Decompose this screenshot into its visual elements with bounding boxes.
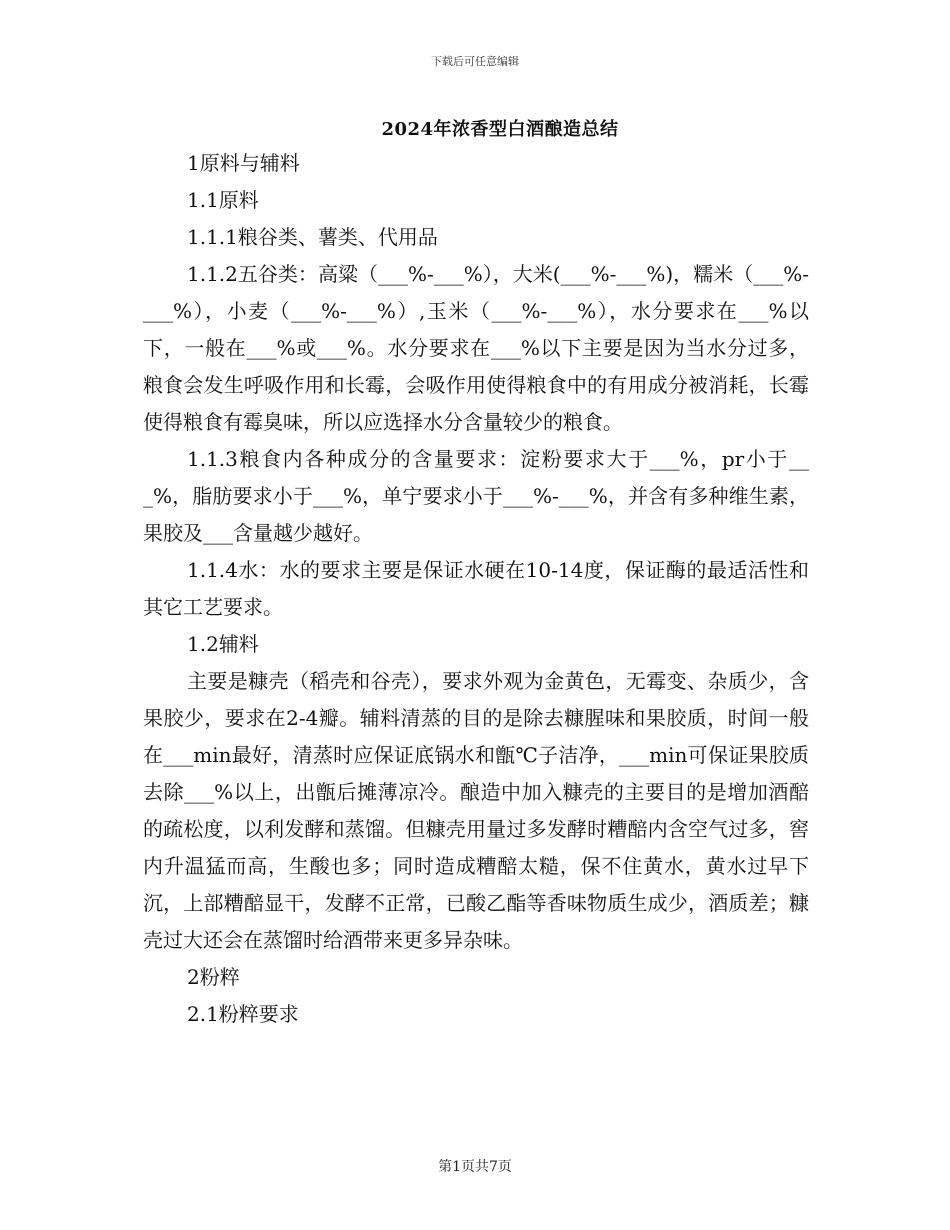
- paragraph-auxiliary-materials: 主要是糠壳（稻壳和谷壳），要求外观为金黄色，无霉变、杂质少，含果胶少，要求在2-4瓣。辅料清蒸的目的是除去糠腥味和果胶质，时间一般在___min最好，清蒸时应保证底锅水和甑℃子洁净，___min可保证果胶质去除___%以上，出甑后摊薄凉冷。酿造中加入糠壳的主要目的是增加酒醅的疏松度，以利发酵和蒸馏。但糠壳用量过多发酵时糟醅内含空气过多，窖内升温猛而高，生酸也多；同时造成糟醅太糙，保不住黄水，黄水过早下沉，上部糟醅显干，发酵不正常，已酸乙酯等香味物质生成少，酒质差；糠壳过大还会在蒸馏时给酒带来更多异杂味。: [143, 669, 809, 952]
- document-title: 2024年浓香型白酒酿造总结: [381, 119, 619, 140]
- paragraph-1-1-3: 1.1.3粮食内各种成分的含量要求：淀粉要求大于___%，pr小于___%，脂肪要求小于___%，单宁要求小于___%-___%，并含有多种维生素，果胶及___含量越少越好。: [143, 447, 809, 545]
- document-body: [143, 145, 809, 1033]
- heading-section-1-2: 1.2辅料: [187, 632, 259, 656]
- heading-section-2: 2粉粹: [187, 965, 240, 989]
- paragraph-1-1-2: 1.1.2五谷类：高粱（___%-___%），大米(___%-___%)，糯米（___%-___%），小麦（___%-___%）,玉米（___%-___%），水分要求在___%以下，一般在___%或___%。水分要求在___%以下主要是因为当水分过多，粮食会发生呼吸作用和长霉，会吸作用使得粮食中的有用成分被消耗，长霉使得粮食有霉臭味，所以应选择水分含量较少的粮食。: [143, 262, 809, 434]
- heading-section-1-1: 1.1原料: [187, 188, 259, 212]
- page-number-footer: 第1页共7页: [438, 1159, 512, 1175]
- paragraph-1-1-4: 1.1.4水：水的要求主要是保证水硬在10-14度，保证酶的最适活性和其它工艺要求。: [143, 558, 809, 619]
- header-note: 下载后可任意编辑: [431, 55, 519, 68]
- heading-section-1: 1原料与辅料: [187, 151, 300, 175]
- paragraph-1-1-1: 1.1.1粮谷类、薯类、代用品: [187, 225, 438, 249]
- heading-section-2-1: 2.1粉粹要求: [187, 1002, 299, 1026]
